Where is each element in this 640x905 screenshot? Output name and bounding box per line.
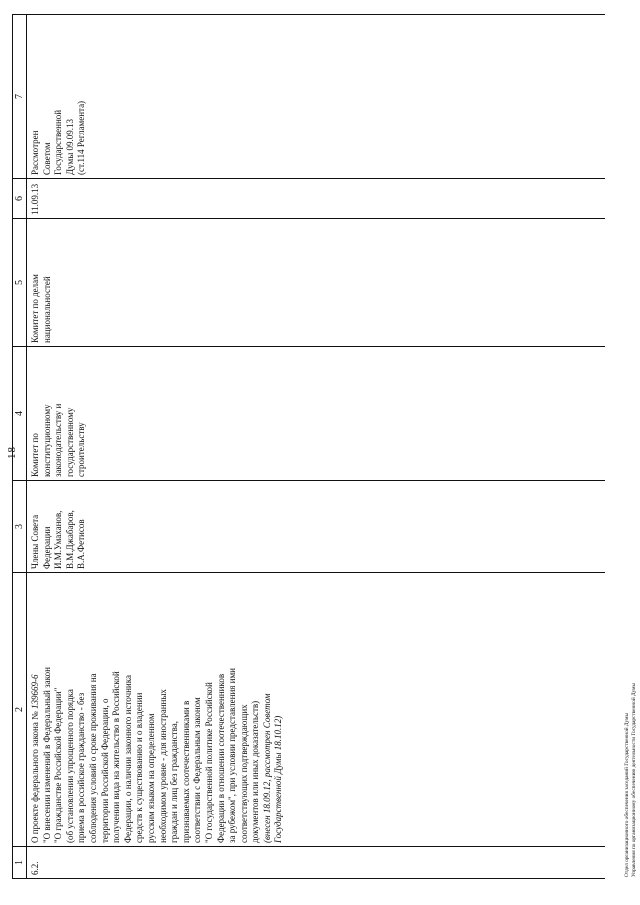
bill-title-text: "О государственной политике Российской xyxy=(203,682,214,843)
bill-title-line xyxy=(216,576,228,843)
bill-title-text: соответствующих подтверждающих xyxy=(238,704,249,843)
review-date: 11.09.13 xyxy=(30,183,40,215)
bill-title-line xyxy=(30,576,42,843)
bill-title-text: (об установлении упрощенного порядка xyxy=(64,689,75,843)
column-header-5: 5 xyxy=(13,219,27,347)
bill-title-text: соблюдения условий о сроке проживания на xyxy=(87,673,98,843)
co-executor-committee-cell xyxy=(27,219,606,347)
committee-line: государственному xyxy=(64,407,75,477)
bill-title-line: Государственной Думы 18.10.12) xyxy=(273,715,284,843)
bill-title-line xyxy=(239,576,251,843)
bills-table xyxy=(12,14,605,879)
bill-title-text: Федерации в отношении соотечественников xyxy=(215,673,226,843)
bill-title-text: О проекте федерального закона № xyxy=(30,709,40,843)
table-row xyxy=(27,15,606,879)
committee-line: Комитет по xyxy=(30,433,40,477)
column-header-6: 6 xyxy=(13,179,27,219)
column-header-4: 4 xyxy=(13,347,27,481)
column-number-row xyxy=(13,15,27,879)
bill-title-text: русским языком на определенном xyxy=(145,713,156,843)
bill-title-line xyxy=(169,576,181,843)
footer-directorate: Управления по организационному обеспечению деятельности Государственной Думы xyxy=(631,682,637,877)
bill-title-line: (внесен 18.09.12, рассмотрен Советом xyxy=(261,693,272,843)
bill-title-line xyxy=(158,576,170,843)
bill-title-line xyxy=(100,576,112,843)
bill-title-text: необходимом уровне - для иностранных xyxy=(157,689,168,843)
author-line: Члены Совета xyxy=(30,514,40,569)
committee-line: законодательству и xyxy=(53,403,64,477)
bill-title-text: "О гражданстве Российской Федерации" xyxy=(53,687,64,843)
bill-title-text: получении вида на жительство в Российской xyxy=(111,671,122,843)
committee-line: конституционному xyxy=(41,404,52,477)
committee-line: строительству xyxy=(76,422,87,477)
status-line: Советом xyxy=(41,142,52,175)
bill-title-text: граждан и лиц без гражданства, xyxy=(169,721,180,843)
co-committee-line: национальностей xyxy=(41,276,52,343)
bill-title-line xyxy=(181,576,193,843)
bill-title-text: "О внесении изменений в Федеральный закон xyxy=(41,667,52,843)
footer-department: Отдел организационного обеспечения заседаний Государственной Думы xyxy=(624,712,630,877)
bill-authors-cell xyxy=(27,481,606,573)
co-committee-line: Комитет по делам xyxy=(30,274,40,343)
bill-title-text: за рубежом", при условии представления ими xyxy=(227,668,238,843)
bill-title-line xyxy=(192,576,204,843)
column-header-7: 7 xyxy=(13,15,27,179)
status-line: Государственной xyxy=(53,109,64,175)
column-header-1: 1 xyxy=(13,847,27,879)
bill-title-line xyxy=(53,576,65,843)
bill-title-line xyxy=(76,576,88,843)
bill-title-line xyxy=(42,576,54,843)
column-header-2: 2 xyxy=(13,573,27,847)
bill-title-line xyxy=(65,576,77,843)
bill-title-text: территории Российской Федерации, о xyxy=(99,698,110,843)
status-line: Думы 09.09.13 xyxy=(64,118,75,175)
status-line: Рассмотрен xyxy=(30,130,40,175)
bill-title-line xyxy=(204,576,216,843)
bill-title-line xyxy=(250,576,262,843)
bill-title-text: документов или иных доказательств) xyxy=(250,700,261,843)
date-cell xyxy=(27,179,606,219)
bill-title-line xyxy=(123,576,135,843)
author-line: Федерации xyxy=(41,526,52,569)
bill-number: 139669-6 xyxy=(30,674,40,710)
responsible-committee-cell xyxy=(27,347,606,481)
author-line: И.М.Умаханов, xyxy=(53,510,64,569)
column-header-3: 3 xyxy=(13,481,27,573)
author-line: В.А.Фетисов xyxy=(76,519,87,569)
bill-title-text: Федерации, о наличии законного источника xyxy=(122,675,133,843)
bill-title-text: соответствии с Федеральным законом xyxy=(192,697,203,843)
bill-title-line xyxy=(227,576,239,843)
bill-title-line xyxy=(111,576,123,843)
bill-title-cell xyxy=(27,573,606,847)
bill-title-line xyxy=(134,576,146,843)
row-number-cell xyxy=(27,847,606,879)
status-cell xyxy=(27,15,606,179)
page-number: 18 xyxy=(6,446,18,459)
bill-title-line xyxy=(88,576,100,843)
bill-title-text: признаваемых соотечественниками в xyxy=(180,700,191,843)
row-number: 6.2. xyxy=(30,861,40,875)
bill-title-line xyxy=(146,576,158,843)
bill-title-text: средств к существованию и о владении xyxy=(134,692,145,843)
status-line: (ст.114 Регламента) xyxy=(76,100,87,175)
author-line: В.М.Джабаров, xyxy=(64,510,75,569)
bill-title-text: приема в российское гражданство - без xyxy=(76,692,87,843)
